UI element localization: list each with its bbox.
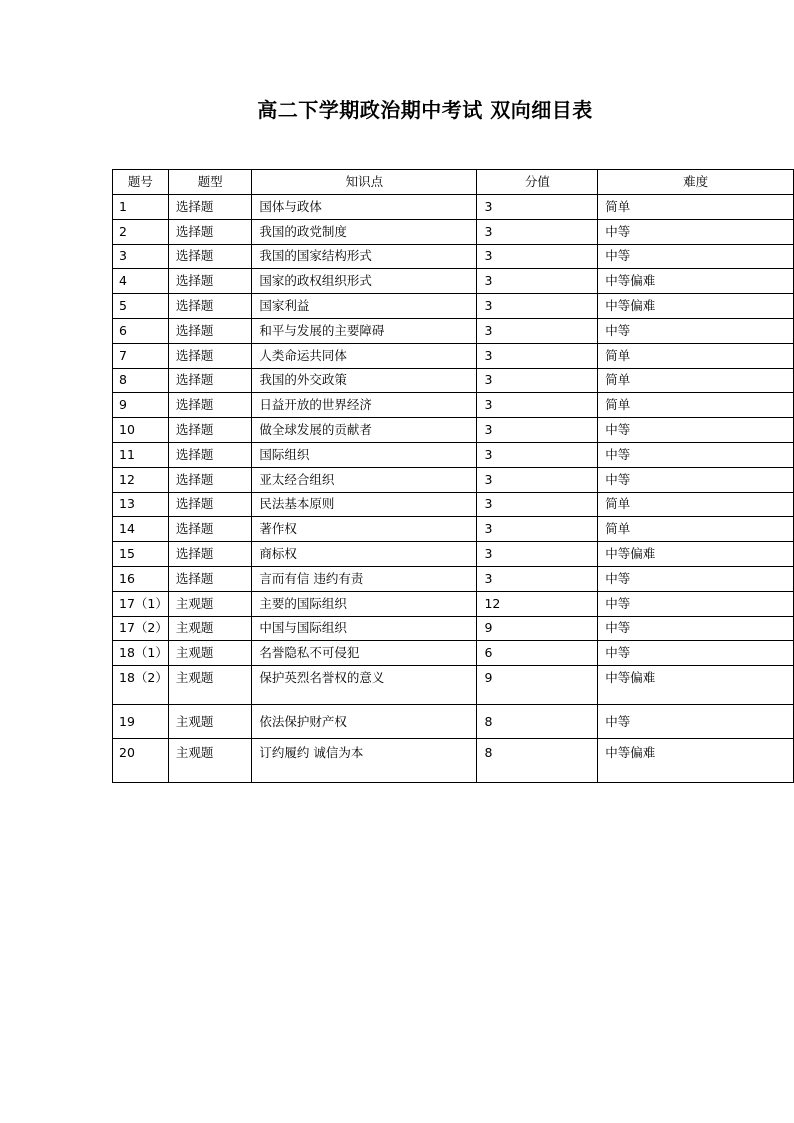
cell-score: 9 [477,616,598,641]
cell-question-type: 主观题 [168,705,252,739]
cell-score: 3 [477,269,598,294]
cell-question-type: 选择题 [168,294,252,319]
cell-question-number: 11 [113,442,169,467]
cell-knowledge-point: 国家的政权组织形式 [252,269,477,294]
cell-question-type: 选择题 [168,492,252,517]
table-row [113,368,794,393]
cell-question-type: 选择题 [168,542,252,567]
cell-difficulty: 简单 [598,492,794,517]
header-difficulty: 难度 [598,170,794,195]
cell-difficulty: 中等 [598,442,794,467]
table-row [113,616,794,641]
cell-score: 3 [477,318,598,343]
cell-score: 3 [477,442,598,467]
cell-score: 12 [477,591,598,616]
header-score: 分值 [477,170,598,195]
cell-score: 3 [477,393,598,418]
header-question-type: 题型 [168,170,252,195]
cell-question-number: 15 [113,542,169,567]
table-row [113,566,794,591]
cell-question-number: 2 [113,219,169,244]
cell-question-number: 6 [113,318,169,343]
cell-question-number: 3 [113,244,169,269]
cell-knowledge-point: 我国的政党制度 [252,219,477,244]
cell-question-type: 主观题 [168,739,252,783]
cell-question-number: 4 [113,269,169,294]
cell-score: 3 [477,219,598,244]
cell-score: 3 [477,418,598,443]
table-row [113,269,794,294]
cell-question-number: 19 [113,705,169,739]
cell-question-number: 13 [113,492,169,517]
table-row [113,219,794,244]
cell-score: 3 [477,244,598,269]
cell-knowledge-point: 日益开放的世界经济 [252,393,477,418]
cell-difficulty: 中等偏难 [598,542,794,567]
cell-question-type: 选择题 [168,517,252,542]
document-title: 高二下学期政治期中考试 双向细目表 [257,98,593,122]
cell-score: 9 [477,666,598,705]
cell-question-number: 20 [113,739,169,783]
cell-knowledge-point: 主要的国际组织 [252,591,477,616]
cell-knowledge-point: 依法保护财产权 [252,705,477,739]
cell-knowledge-point: 言而有信 违约有责 [252,566,477,591]
table-row [113,318,794,343]
cell-score: 3 [477,517,598,542]
table-row [113,591,794,616]
table-row [113,442,794,467]
cell-question-number: 5 [113,294,169,319]
table-row [113,517,794,542]
cell-question-type: 选择题 [168,467,252,492]
cell-difficulty: 简单 [598,368,794,393]
table-row [113,418,794,443]
cell-knowledge-point: 订约履约 诚信为本 [252,739,477,783]
table-row [113,666,794,705]
table-row [113,542,794,567]
cell-question-number: 10 [113,418,169,443]
cell-knowledge-point: 商标权 [252,542,477,567]
cell-question-type: 选择题 [168,418,252,443]
specification-table [112,169,794,783]
cell-question-number: 17（2） [113,616,169,641]
cell-knowledge-point: 名誉隐私不可侵犯 [252,641,477,666]
cell-question-type: 主观题 [168,666,252,705]
table-row [113,492,794,517]
cell-knowledge-point: 中国与国际组织 [252,616,477,641]
table-row [113,294,794,319]
cell-score: 3 [477,195,598,220]
cell-question-number: 12 [113,467,169,492]
cell-difficulty: 中等 [598,418,794,443]
cell-score: 3 [477,467,598,492]
cell-question-number: 18（1） [113,641,169,666]
cell-knowledge-point: 保护英烈名誉权的意义 [252,666,477,705]
table-header-row [113,170,794,195]
cell-question-number: 18（2） [113,666,169,705]
cell-knowledge-point: 人类命运共同体 [252,343,477,368]
cell-knowledge-point: 民法基本原则 [252,492,477,517]
table-row [113,343,794,368]
table-row [113,705,794,739]
cell-question-type: 选择题 [168,393,252,418]
cell-difficulty: 简单 [598,195,794,220]
cell-score: 3 [477,294,598,319]
cell-question-number: 1 [113,195,169,220]
cell-question-number: 14 [113,517,169,542]
cell-question-number: 17（1） [113,591,169,616]
table-row [113,393,794,418]
cell-score: 3 [477,368,598,393]
cell-knowledge-point: 我国的外交政策 [252,368,477,393]
cell-difficulty: 中等 [598,641,794,666]
cell-knowledge-point: 我国的国家结构形式 [252,244,477,269]
cell-difficulty: 中等偏难 [598,294,794,319]
cell-question-type: 主观题 [168,641,252,666]
cell-score: 3 [477,492,598,517]
cell-score: 8 [477,739,598,783]
cell-difficulty: 中等 [598,467,794,492]
table-row [113,739,794,783]
table-body [113,195,794,783]
cell-question-number: 8 [113,368,169,393]
cell-knowledge-point: 国家利益 [252,294,477,319]
cell-difficulty: 中等 [598,705,794,739]
cell-knowledge-point: 和平与发展的主要障碍 [252,318,477,343]
cell-difficulty: 简单 [598,517,794,542]
cell-difficulty: 简单 [598,343,794,368]
cell-question-type: 选择题 [168,442,252,467]
cell-score: 6 [477,641,598,666]
cell-question-type: 选择题 [168,343,252,368]
cell-question-type: 主观题 [168,591,252,616]
cell-question-number: 16 [113,566,169,591]
cell-difficulty: 中等 [598,616,794,641]
cell-knowledge-point: 亚太经合组织 [252,467,477,492]
cell-difficulty: 中等 [598,219,794,244]
cell-difficulty: 中等 [598,591,794,616]
header-knowledge-point: 知识点 [252,170,477,195]
cell-question-type: 选择题 [168,244,252,269]
cell-knowledge-point: 国体与政体 [252,195,477,220]
table-row [113,195,794,220]
cell-difficulty: 简单 [598,393,794,418]
cell-question-type: 选择题 [168,368,252,393]
cell-score: 3 [477,566,598,591]
cell-question-type: 选择题 [168,318,252,343]
cell-question-number: 9 [113,393,169,418]
cell-question-type: 选择题 [168,269,252,294]
cell-difficulty: 中等 [598,318,794,343]
cell-score: 3 [477,343,598,368]
table-row [113,467,794,492]
cell-question-number: 7 [113,343,169,368]
cell-question-type: 选择题 [168,195,252,220]
cell-question-type: 选择题 [168,219,252,244]
table-row [113,244,794,269]
cell-score: 3 [477,542,598,567]
cell-difficulty: 中等偏难 [598,269,794,294]
cell-knowledge-point: 著作权 [252,517,477,542]
header-question-number: 题号 [113,170,169,195]
cell-knowledge-point: 国际组织 [252,442,477,467]
cell-question-type: 主观题 [168,616,252,641]
cell-difficulty: 中等 [598,566,794,591]
cell-difficulty: 中等 [598,244,794,269]
cell-difficulty: 中等偏难 [598,666,794,705]
cell-question-type: 选择题 [168,566,252,591]
cell-knowledge-point: 做全球发展的贡献者 [252,418,477,443]
table-row [113,641,794,666]
cell-difficulty: 中等偏难 [598,739,794,783]
cell-score: 8 [477,705,598,739]
